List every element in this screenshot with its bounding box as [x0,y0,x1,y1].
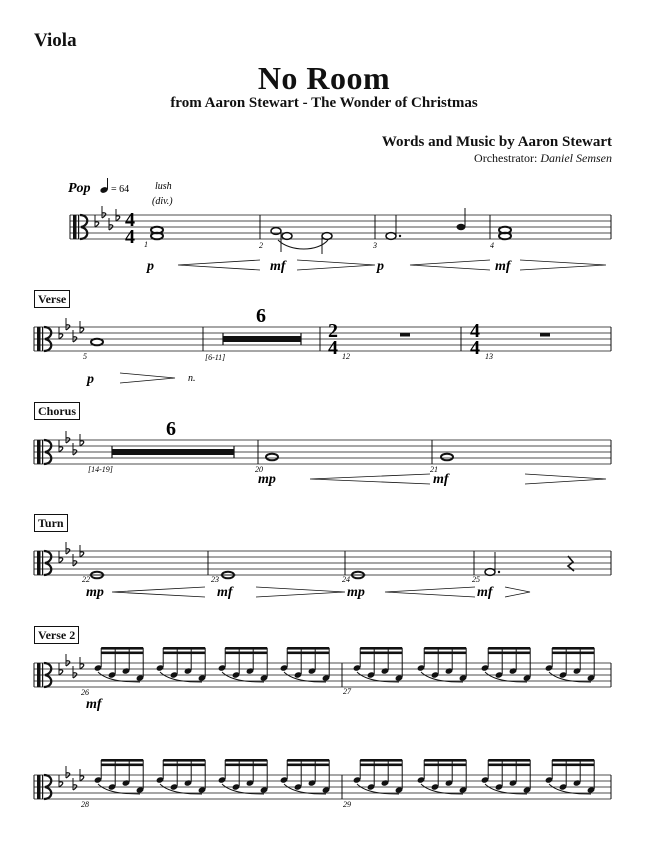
dynamic-marking: mp [86,585,104,600]
measure-number: 23 [211,575,219,584]
song-title: No Room [257,60,391,96]
dynamic-marking: mf [86,697,102,712]
dynamic-marking: p [87,372,94,387]
measure-number: 2 [259,241,263,250]
staff-system-4 [34,551,611,575]
measure-number: 4 [490,241,494,250]
measure-number: 3 [373,241,377,250]
part-name: Viola [34,30,77,51]
song-subtitle: from Aaron Stewart - The Wonder of Christmas [170,95,478,111]
time-sig-top-2: 2 [328,320,338,342]
composer-credit: Words and Music by Aaron Stewart [381,134,612,150]
time-sig-bottom-1: 4 [125,226,135,248]
tempo-bpm: = 64 [111,184,130,195]
measure-number: 22 [82,575,90,584]
dynamic-marking: p [377,259,384,274]
rehearsal-mark-chorus: Chorus [34,402,80,420]
dynamic-marking: mp [258,472,276,487]
time-sig-bottom-2: 4 [328,337,338,359]
dynamic-marking: mp [347,585,365,600]
staff-system-5 [34,663,611,687]
measure-number: 26 [81,688,89,697]
rehearsal-mark-turn: Turn [34,514,68,532]
multirest-range-2: [14-19] [88,465,113,474]
measure-number: 29 [343,800,351,809]
measure-number: 24 [342,575,350,584]
measure-number: 12 [342,352,350,361]
time-sig-top-3: 4 [470,320,480,342]
measure-number: 1 [144,240,148,249]
system-6-notes [94,759,596,794]
rehearsal-mark-verse-2: Verse 2 [34,626,79,644]
time-sig-bottom-3: 4 [470,337,480,359]
measure-number: 20 [255,465,263,474]
staff-system-2 [34,327,611,351]
measure-number: 28 [81,800,89,809]
time-sig-top-1: 4 [125,209,135,231]
hairpins [112,260,606,597]
dynamic-marking: mf [433,472,449,487]
dynamic-marking: mf [270,259,286,274]
system-4-notes [89,552,574,578]
measure-number: 13 [485,352,493,361]
dynamic-marking: mf [217,585,233,600]
dynamic-marking: mf [477,585,493,600]
system-5-notes [94,647,596,682]
measure-number: 21 [430,465,438,474]
multirest-count-2: 6 [166,418,176,440]
staff-system-6 [34,775,611,799]
measure-number: 25 [472,575,480,584]
multirest-count-1: 6 [256,305,266,327]
expression-lush: lush [155,181,172,192]
dynamic-marking: mf [495,259,511,274]
dynamic-marking: p [147,259,154,274]
measure-number: 5 [83,352,87,361]
measure-number: 27 [343,687,351,696]
orchestrator-name: Daniel Semsen [540,151,612,165]
orchestrator-label: Orchestrator: [474,151,538,165]
tempo-style: Pop [68,181,91,196]
expression-div: (div.) [152,196,173,207]
rehearsal-mark-verse: Verse [34,290,70,308]
multirest-range-1: [6-11] [205,353,226,362]
clefs-and-keys [37,206,120,799]
dynamic-marking: n. [188,373,196,384]
